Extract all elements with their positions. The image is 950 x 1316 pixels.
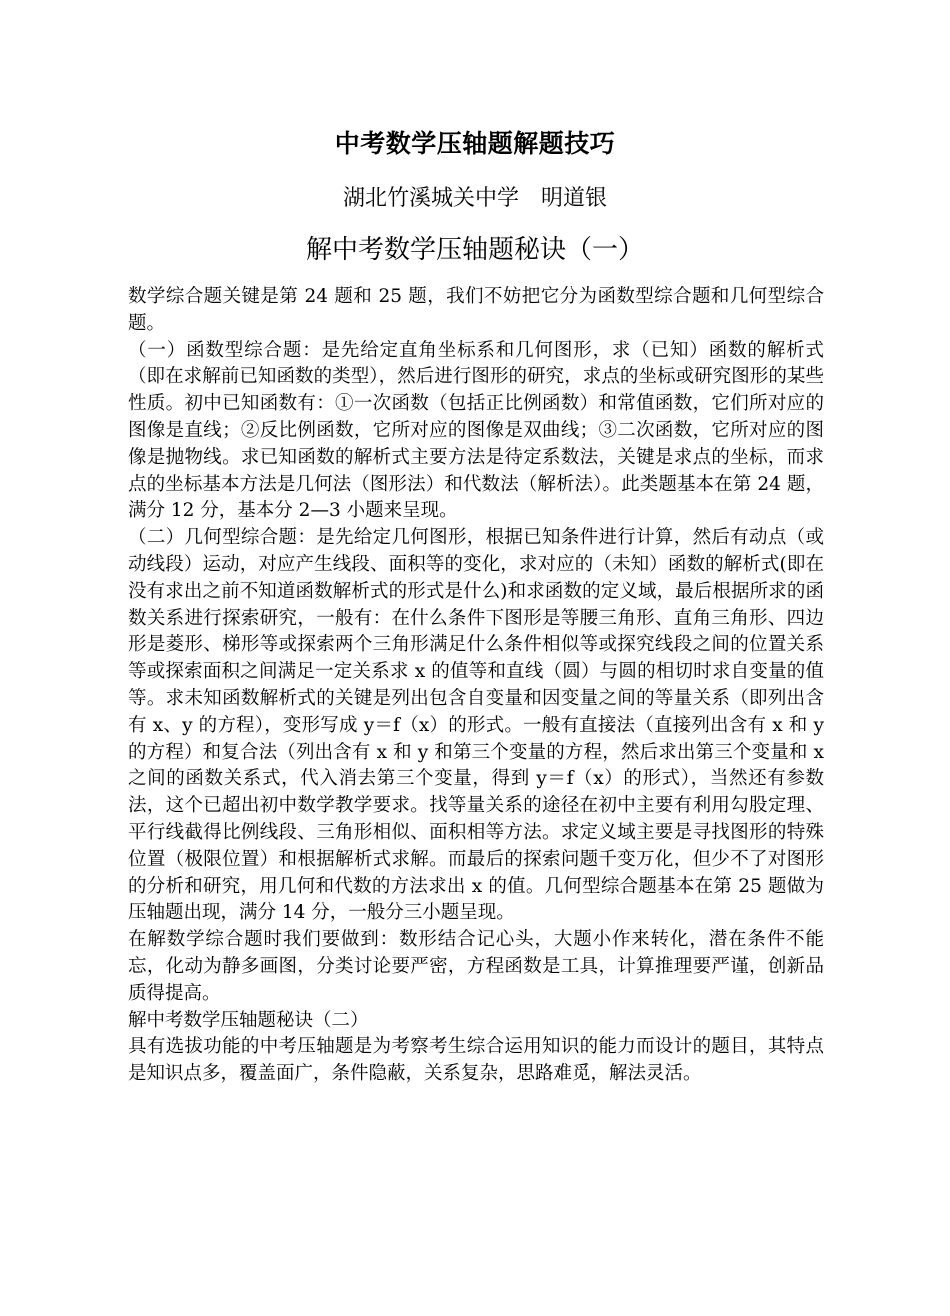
geometry-type-paragraph: （二）几何型综合题：是先给定几何图形，根据已知条件进行计算，然后有动点（或动线段）运动，对应产生线段、面积等的变化，求对应的（未知）函数的解析式(即在没有求出之前不知道函数解析式的形式是什么)和求函数的定义域，最后根据所求的函数关系进行探索研究，一般有：在什么条件下图形是等腰三角形、直角三角形、四边形是菱形、梯形等或探索两个三角形满足什么条件相似等或探究线段之间的位置关系等或探索面积之间满足一定关系求 x 的值等和直线（圆）与圆的相切时求自变量的值等。求未知函数解析式的关键是列出包含自变量和因变量之间的等量关系（即列出含有 x、y 的方程），变形写成 y＝f（x）的形式。一般有直接法（直接列出含有 x 和 y 的方程）和复合法（列出含有 x 和 y 和第三个变量的方程，然后求出第三个变量和 x 之间的函数关系式，代入消去第三个变量，得到 y＝f（x）的形式），当然还有参数法，这个已超出初中数学教学要求。找等量关系的途径在初中主要有利用勾股定理、平行线截得比例线段、三角形相似、面积相等方法。求定义域主要是寻找图形的特殊位置（极限位置）和根据解析式求解。而最后的探索问题千变万化，但少不了对图形的分析和研究，用几何和代数的方法求出 x 的值。几何型综合题基本在第 25 题做为压轴题出现，满分 14 分，一般分三小题呈现。 bbox=[128, 527, 824, 924]
function-type-paragraph: （一）函数型综合题：是先给定直角坐标系和几何图形，求（已知）函数的解析式（即在求解前已知函数的类型），然后进行图形的研究，求点的坐标或研究图形的某些性质。初中已知函数有：①一次函数（包括正比例函数）和常值函数，它们所对应的图像是直线；②反比例函数，它所对应的图像是双曲线；③二次函数，它所对应的图像是抛物线。求已知函数的解析式主要方法是待定系数法，关键是求点的坐标，而求点的坐标基本方法是几何法（图形法）和代数法（解析法）。此类题基本在第 24 题，满分 12 分，基本分 2—3 小题来呈现。 bbox=[128, 339, 824, 522]
secret-two-paragraph: 具有选拔功能的中考压轴题是为考察考生综合运用知识的能力而设计的题目，其特点是知识点多，覆盖面广，条件隐蔽，关系复杂，思路难觅，解法灵活。 bbox=[128, 1036, 824, 1085]
intro-paragraph: 数学综合题关键是第 24 题和 25 题，我们不妨把它分为函数型综合题和几何型综合题。 bbox=[128, 286, 824, 334]
document-title: 中考数学压轴题解题技巧 bbox=[334, 129, 616, 158]
author-line: 湖北竹溪城关中学 明道银 bbox=[342, 186, 607, 211]
document-body bbox=[128, 284, 824, 1088]
secret-two-heading: 解中考数学压轴题秘诀（二） bbox=[128, 1009, 369, 1031]
solving-tips-paragraph: 在解数学综合题时我们要做到：数形结合记心头，大题小作来转化，潜在条件不能忘，化动为静多画图，分类讨论要严密，方程函数是工具，计算推理要严谨，创新品质得提高。 bbox=[128, 929, 824, 1004]
section-heading: 解中考数学压轴题秘诀（一） bbox=[305, 235, 644, 265]
